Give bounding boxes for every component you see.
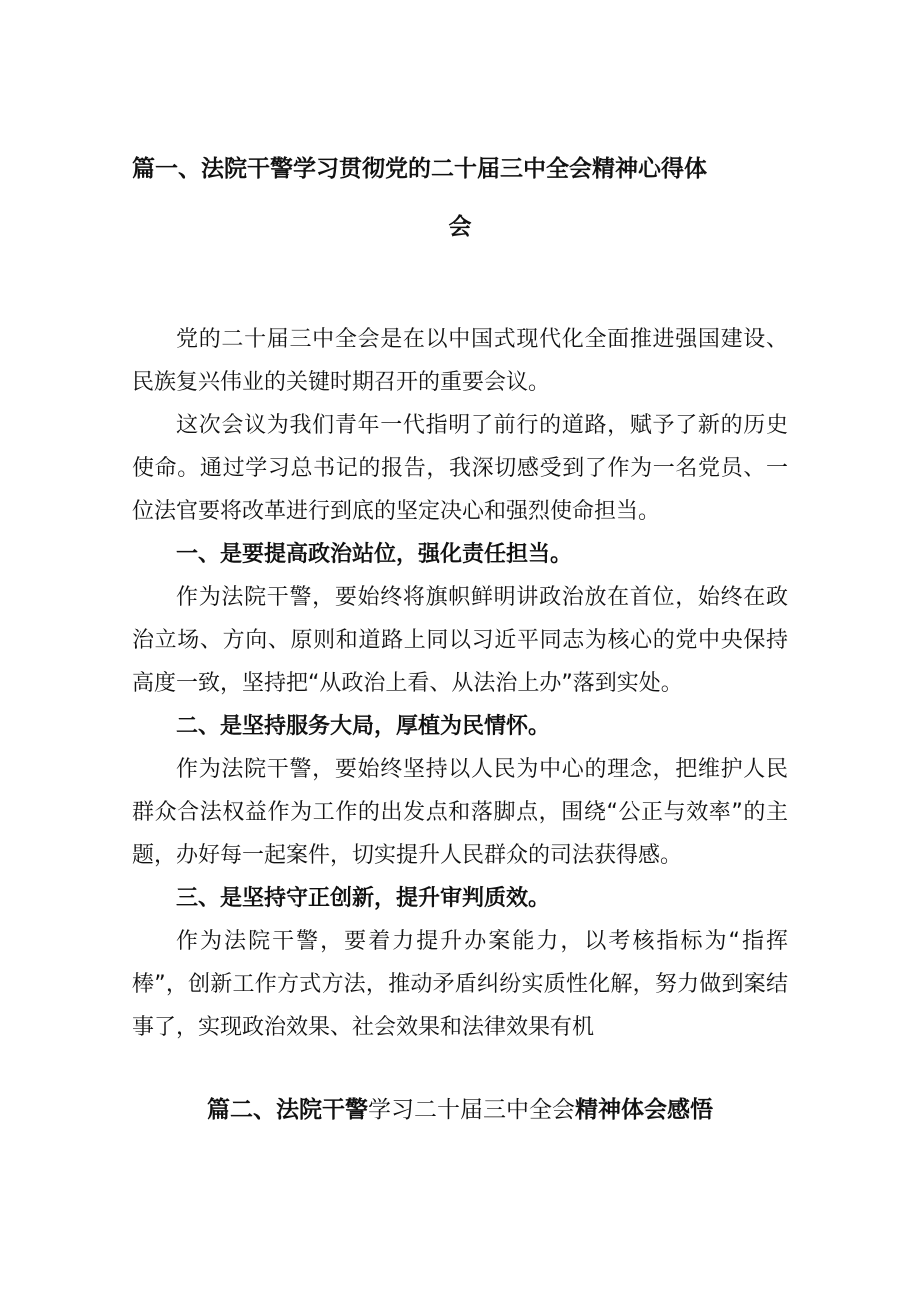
section-heading: 二、是坚持服务大局，厚植为民情怀。 — [176, 714, 551, 739]
title-2-part-bold-end: 精神体会感悟 — [575, 1097, 713, 1123]
article-body-1 — [132, 318, 788, 1049]
section-heading: 一、是要提高政治站位，强化责任担当。 — [176, 542, 573, 567]
body-paragraph: 这次会议为我们青年一代指明了前行的道路，赋予了新的历史使命。通过学习总书记的报告，我深切感受到了作为一名党员、一位法官要将改革进行到底的坚定决心和强烈使命担当。 — [132, 413, 788, 524]
title-2-part-bold: 篇二、法院干警 — [207, 1097, 368, 1123]
article-title-2 — [132, 1087, 788, 1133]
section-heading: 三、是坚持守正创新，提升审判质效。 — [176, 886, 551, 911]
title-1-line-1: 篇一、法院干警学习贯彻党的二十届三中全会精神心得体 — [132, 156, 707, 182]
body-paragraph: 党的二十届三中全会是在以中国式现代化全面推进强国建设、民族复兴伟业的关键时期召开的重要会议。 — [132, 327, 788, 395]
body-paragraph: 作为法院干警，要着力提升办案能力，以考核指标为“指挥棒”，创新工作方式方法，推动矛盾纠纷实质性化解，努力做到案结事了，实现政治效果、社会效果和法律效果有机 — [132, 929, 788, 1040]
body-paragraph: 作为法院干警，要始终坚持以人民为中心的理念，把维护人民群众合法权益作为工作的出发点和落脚点，围绕“公正与效率”的主题，办好每一起案件，切实提升人民群众的司法获得感。 — [132, 757, 788, 868]
article-title-1 — [132, 0, 788, 250]
body-paragraph: 作为法院干警，要始终将旗帜鲜明讲政治放在首位，始终在政治立场、方向、原则和道路上同以习近平同志为核心的党中央保持高度一致，坚持把“从政治上看、从法治上办”落到实处。 — [132, 585, 788, 696]
title-2-part-regular: 学习二十届三中全会 — [368, 1097, 575, 1123]
title-1-line-2: 会 — [448, 214, 472, 240]
